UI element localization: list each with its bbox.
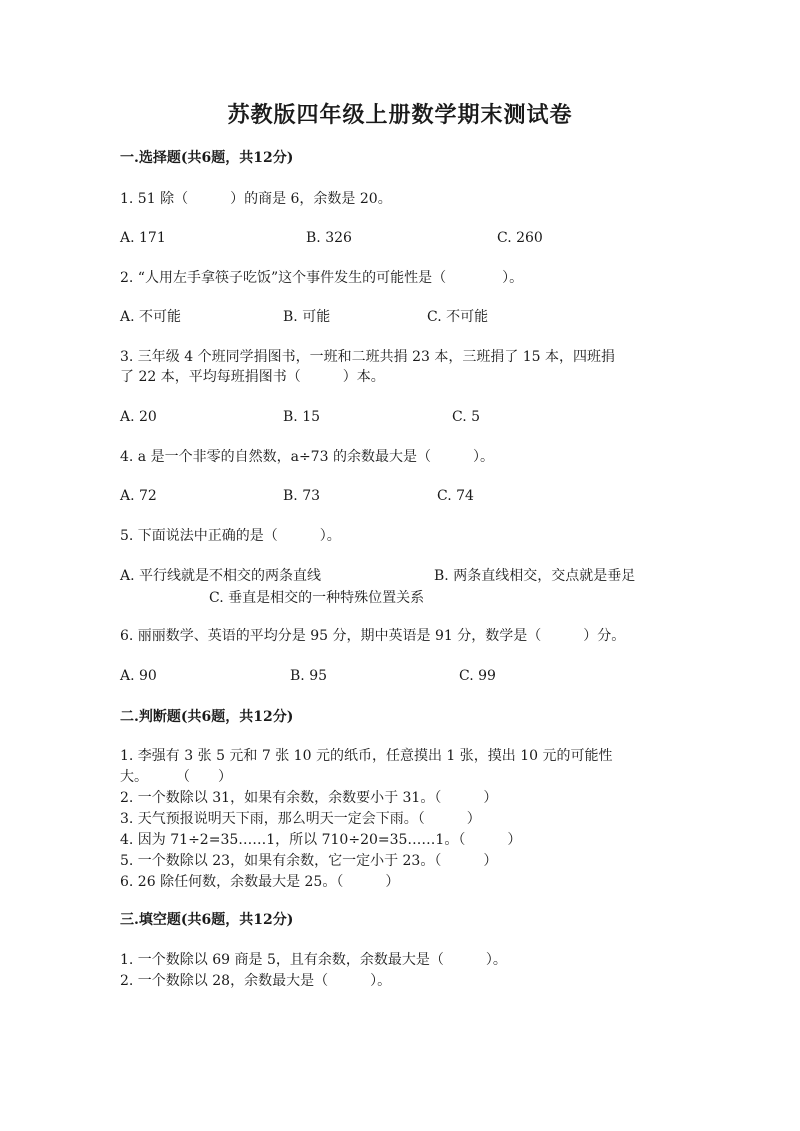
statement-line: 2. 一个数除以 31，如果有余数，余数要小于 31。（ ） [120, 790, 498, 806]
option-c: C. 垂直是相交的一种特殊位置关系 [209, 590, 425, 606]
question-text: 5. 下面说法中正确的是（ ）。 [120, 528, 341, 544]
option-b: B. 15 [283, 409, 321, 425]
statement-line: 6. 26 除任何数，余数最大是 25。（ ） [120, 874, 400, 890]
statement-line: 3. 天气预报说明天下雨，那么明天一定会下雨。（ ） [120, 811, 481, 827]
option-a: A. 不可能 [120, 309, 182, 325]
fill-line: 2. 一个数除以 28，余数最大是（ ）。 [120, 973, 392, 989]
section-heading: 二.判断题(共6题，共12分) [120, 709, 294, 725]
option-b: B. 两条直线相交，交点就是垂足 [434, 568, 636, 584]
question-text: 6. 丽丽数学、英语的平均分是 95 分，期中英语是 91 分，数学是（ ）分。 [120, 628, 626, 644]
statement-line: 1. 李强有 3 张 5 元和 7 张 10 元的纸币，任意摸出 1 张，摸出 10 元的可能性 [120, 748, 613, 764]
section-heading: 一.选择题(共6题，共12分) [120, 150, 294, 166]
question-text-line: 3. 三年级 4 个班同学捐图书，一班和二班共捐 23 本，三班捐了 15 本，四班捐 [120, 349, 616, 365]
question-text: 2. “人用左手拿筷子吃饭”这个事件发生的可能性是（ ）。 [120, 270, 524, 286]
statement-line: 4. 因为 71÷2=35……1，所以 710÷20=35……1。（ ） [120, 832, 522, 848]
option-c: C. 不可能 [427, 309, 489, 325]
option-b: B. 73 [283, 488, 321, 504]
option-c: C. 260 [497, 230, 543, 246]
option-c: C. 99 [459, 668, 496, 684]
option-a: A. 171 [120, 230, 166, 246]
question-text-line: 了 22 本，平均每班捐图书（ ）本。 [120, 369, 385, 385]
option-a: A. 平行线就是不相交的两条直线 [120, 568, 322, 584]
statement-line: 大。 （ ） [120, 769, 232, 785]
option-a: A. 72 [120, 488, 157, 504]
question-text: 1. 51 除（ ）的商是 6，余数是 20。 [120, 191, 392, 207]
option-b: B. 95 [290, 668, 328, 684]
option-b: B. 326 [306, 230, 352, 246]
section-heading: 三.填空题(共6题，共12分) [120, 912, 294, 928]
option-c: C. 5 [452, 409, 481, 425]
statement-line: 5. 一个数除以 23，如果有余数，它一定小于 23。（ ） [120, 853, 498, 869]
option-b: B. 可能 [283, 309, 331, 325]
fill-line: 1. 一个数除以 69 商是 5，且有余数，余数最大是（ ）。 [120, 952, 507, 968]
option-a: A. 90 [120, 668, 157, 684]
option-c: C. 74 [437, 488, 474, 504]
option-a: A. 20 [120, 409, 157, 425]
question-text: 4. a 是一个非零的自然数，a÷73 的余数最大是（ ）。 [120, 449, 494, 465]
page-title: 苏教版四年级上册数学期末测试卷 [227, 102, 573, 128]
